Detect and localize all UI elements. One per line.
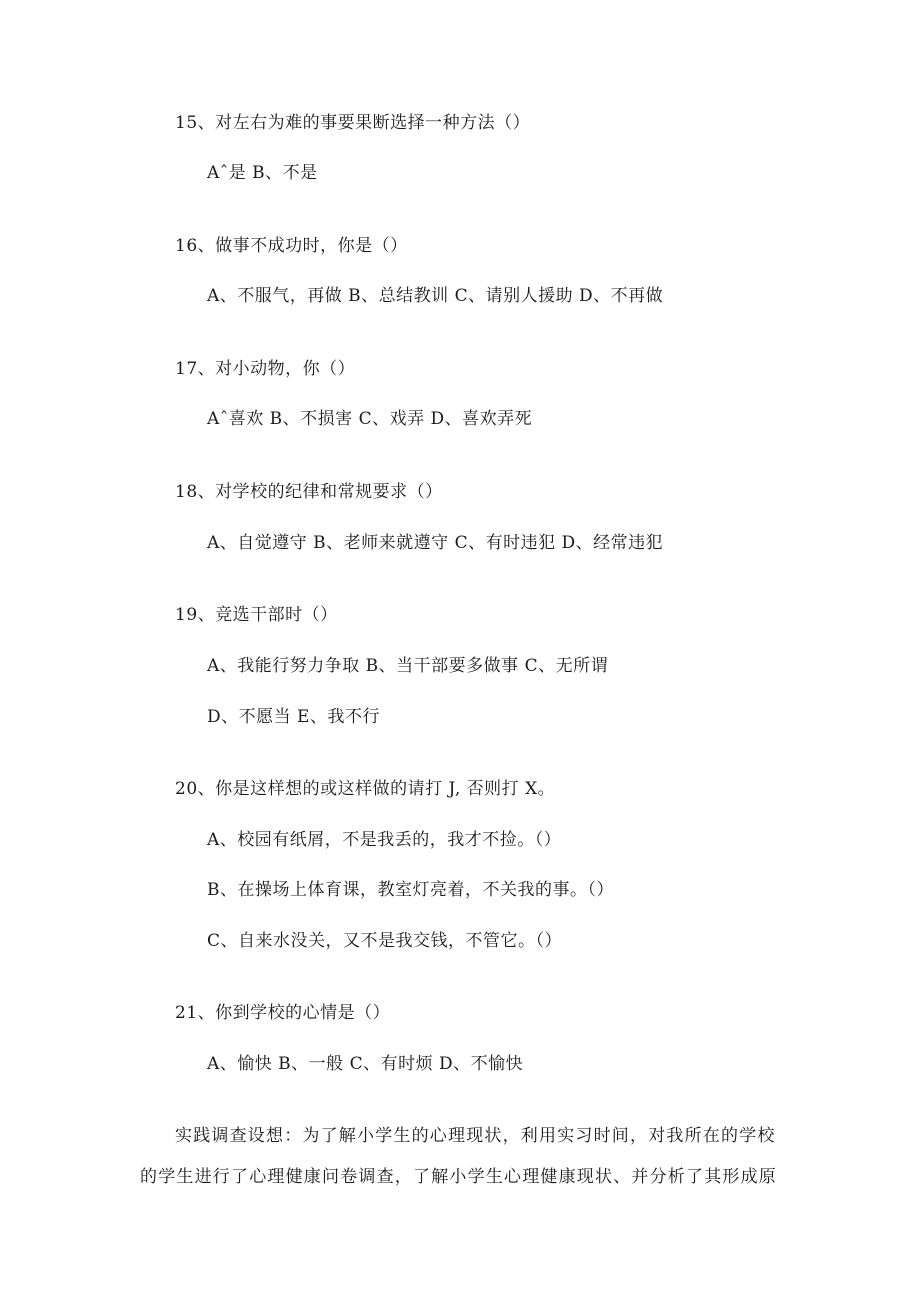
question-19-options-line-1: A、我能行努力争取 B、当干部要多做事 C、无所谓 [207,656,609,676]
question-21: 21、你到学校的心情是（） [175,1003,391,1023]
question-16: 16、做事不成功时，你是（） [175,236,408,256]
question-20-item-c: C、自来水没关，又不是我交钱，不管它。（） [207,931,563,951]
question-20-item-a: A、校园有纸屑，不是我丢的，我才不捡。（） [207,830,562,850]
question-15-options: Aˆ是 B、不是 [207,163,318,183]
question-19: 19、竞选干部时（） [175,605,338,625]
paragraph-line-1: 实践调查设想：为了解小学生的心理现状，利用实习时间，对我所在的学校 [175,1126,776,1146]
question-18-options: A、自觉遵守 B、老师来就遵守 C、有时违犯 D、经常违犯 [207,533,664,553]
question-15: 15、对左右为难的事要果断选择一种方法（） [175,113,531,133]
question-21-options: A、愉快 B、一般 C、有时烦 D、不愉快 [207,1054,524,1074]
question-18: 18、对学校的纪律和常规要求（） [175,482,443,502]
question-19-options-line-2: D、不愿当 E、我不行 [207,707,380,727]
question-20: 20、你是这样想的或这样做的请打 J, 否则打 X。 [175,779,556,799]
paragraph-line-2: 的学生进行了心理健康问卷调查，了解小学生心理健康现状、并分析了其形成原 [140,1167,777,1187]
question-16-options: A、不服气，再做 B、总结教训 C、请别人援助 D、不再做 [207,286,664,306]
question-17: 17、对小动物，你（） [175,359,356,379]
question-20-item-b: B、在操场上体育课，教室灯亮着，不关我的事。（） [207,880,614,900]
question-17-options: Aˆ喜欢 B、不损害 C、戏弄 D、喜欢弄死 [207,409,533,429]
